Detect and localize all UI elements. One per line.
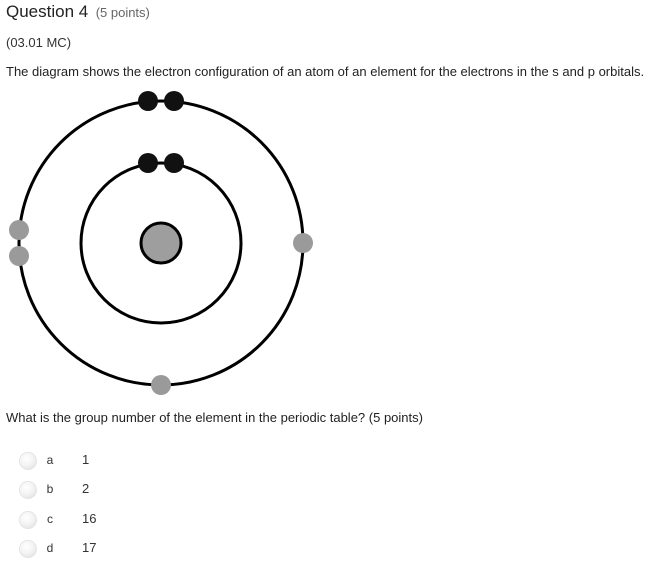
electron <box>164 153 184 173</box>
choice-letter: b <box>46 482 54 496</box>
electron <box>293 233 313 253</box>
electron <box>151 375 171 395</box>
question-code: (03.01 MC) <box>6 35 72 50</box>
choice-letter: a <box>46 453 54 467</box>
electron <box>164 91 184 111</box>
choice-value: 16 <box>82 511 97 526</box>
question-title: Question 4 <box>6 2 89 21</box>
electron <box>9 220 29 240</box>
choice-d[interactable] <box>0 535 200 561</box>
question-prompt: The diagram shows the electron configuration of an atom of an element for the electrons in the s and p orbitals. <box>6 64 645 79</box>
nucleus <box>141 223 181 263</box>
choice-letter: c <box>47 512 53 526</box>
choice-letter: d <box>46 541 54 555</box>
radio-button-icon[interactable] <box>20 541 36 557</box>
radio-button-icon[interactable] <box>20 512 36 528</box>
electron <box>138 91 158 111</box>
electron <box>138 153 158 173</box>
electron-configuration-diagram <box>0 82 330 400</box>
choice-c[interactable] <box>0 506 200 532</box>
question-points: (5 points) <box>95 5 150 20</box>
choice-b[interactable] <box>0 476 200 502</box>
question-header <box>6 2 150 22</box>
question-ask: What is the group number of the element in the periodic table? (5 points) <box>6 410 423 425</box>
radio-button-icon[interactable] <box>20 453 36 469</box>
electron <box>9 246 29 266</box>
choice-value: 17 <box>82 540 97 555</box>
choice-a[interactable] <box>0 447 200 473</box>
choice-value: 1 <box>82 452 90 467</box>
radio-button-icon[interactable] <box>20 482 36 498</box>
choice-value: 2 <box>82 481 90 496</box>
